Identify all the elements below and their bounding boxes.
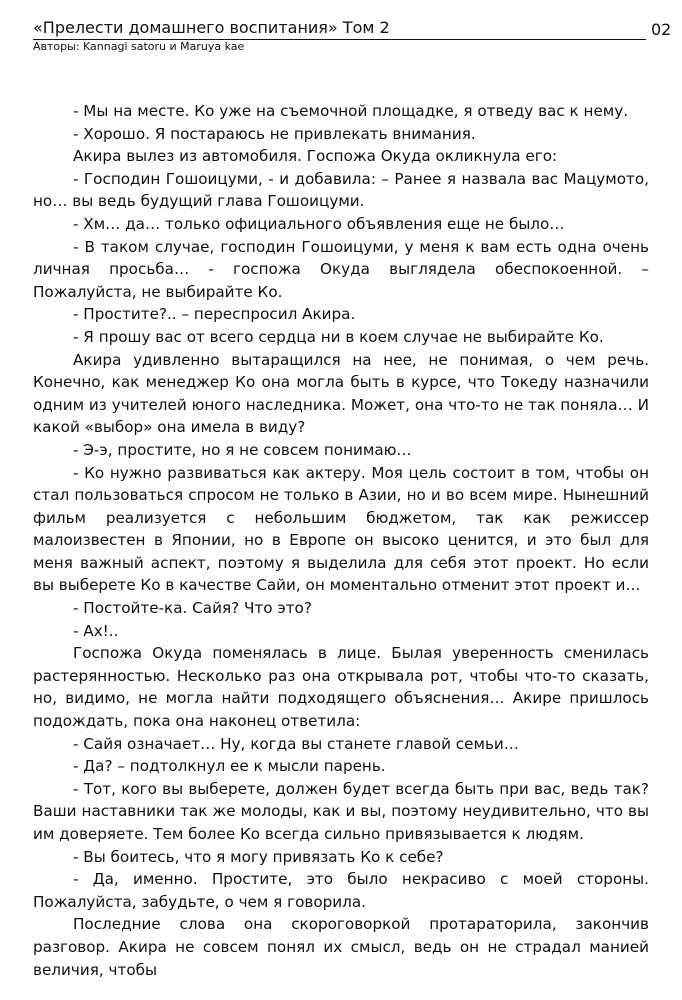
paragraph: - Да? – подтолкнул ее к мысли парень. [73, 757, 386, 776]
paragraph: - Сайя означает… Ну, когда вы станете главой семьи… [73, 734, 519, 753]
paragraph: - Ах!.. [73, 621, 119, 640]
page-header [33, 18, 646, 53]
paragraph: - Простите?.. – переспросил Акира. [73, 305, 356, 324]
book-title: «Прелести домашнего воспитания» Том 2 [33, 18, 390, 37]
paragraph: - Да, именно. Простите, это было некрасиво с моей стороны. Пожалуйста, забудьте, о чем я говорила. [33, 870, 649, 911]
paragraph: - Тот, кого вы выберете, должен будет всегда быть при вас, ведь так? Ваши наставники так же молоды, как и вы, поэтому неудивительно, что вы им доверяете. Тем более Ко всегда сильно привязывается к людям. [33, 779, 649, 843]
authors-line: Авторы: Kannagi satoru и Maruya kae [33, 40, 245, 53]
paragraph: - Хорошо. Я постараюсь не привлекать внимания. [73, 124, 476, 143]
paragraph: - Хм… да… только официального объявления еще не было… [73, 214, 565, 233]
paragraph: Госпожа Окуда поменялась в лице. Былая уверенность сменилась растерянностью. Несколько раз она открывала рот, чтобы что-то сказать, но, видимо, не могла найти подходящего объяснения… Акире пришлось подождать, пока она наконец ответила: [33, 644, 649, 731]
paragraph: - Э-э, простите, но я не совсем понимаю… [73, 440, 412, 459]
paragraph: - Вы боитесь, что я могу привязать Ко к себе? [73, 847, 444, 866]
paragraph: Акира вылез из автомобиля. Госпожа Окуда окликнула его: [73, 147, 558, 166]
paragraph: Последние слова она скороговоркой протараторила, закончив разговор. Акира не совсем понял их смысл, ведь он не страдал манией величия, чтобы [33, 915, 649, 979]
paragraph: Акира удивленно вытаращился на нее, не понимая, о чем речь. Конечно, как менеджер Ко она могла быть в курсе, что Токеду назначили одним из учителей юного наследника. Может, она что-то не так поняла… И какой «выбор» она имела в виду? [33, 350, 649, 437]
body-text [33, 100, 649, 981]
paragraph: - Постойте-ка. Сайя? Что это? [73, 599, 312, 618]
page-number: 02 [651, 20, 672, 39]
paragraph: - Ко нужно развиваться как актеру. Моя цель состоит в том, чтобы он стал пользоваться спросом не только в Азии, но и во всем мире. Нынешний фильм реализуется с небольшим бюджетом, так как режиссер малоизвестен в Японии, но в Европе он высоко ценится, и это был для меня важный аспект, поэтому я выделила для себя этот проект. Но если вы выберете Ко в качестве Сайи, он моментально отменит этот проект и… [33, 463, 649, 595]
paragraph: - В таком случае, господин Гошоицуми, у меня к вам есть одна очень личная просьба… - госпожа Окуда выглядела обеспокоенной. – Пожалуйста, не выбирайте Ко. [33, 237, 649, 301]
paragraph: - Мы на месте. Ко уже на съемочной площадке, я отведу вас к нему. [73, 102, 629, 120]
paragraph: - Господин Гошоицуми, - и добавила: – Ранее я назвала вас Мацумото, но… вы ведь будущий глава Гошоицуми. [33, 169, 649, 211]
paragraph: - Я прошу вас от всего сердца ни в коем случае не выбирайте Ко. [73, 327, 604, 346]
